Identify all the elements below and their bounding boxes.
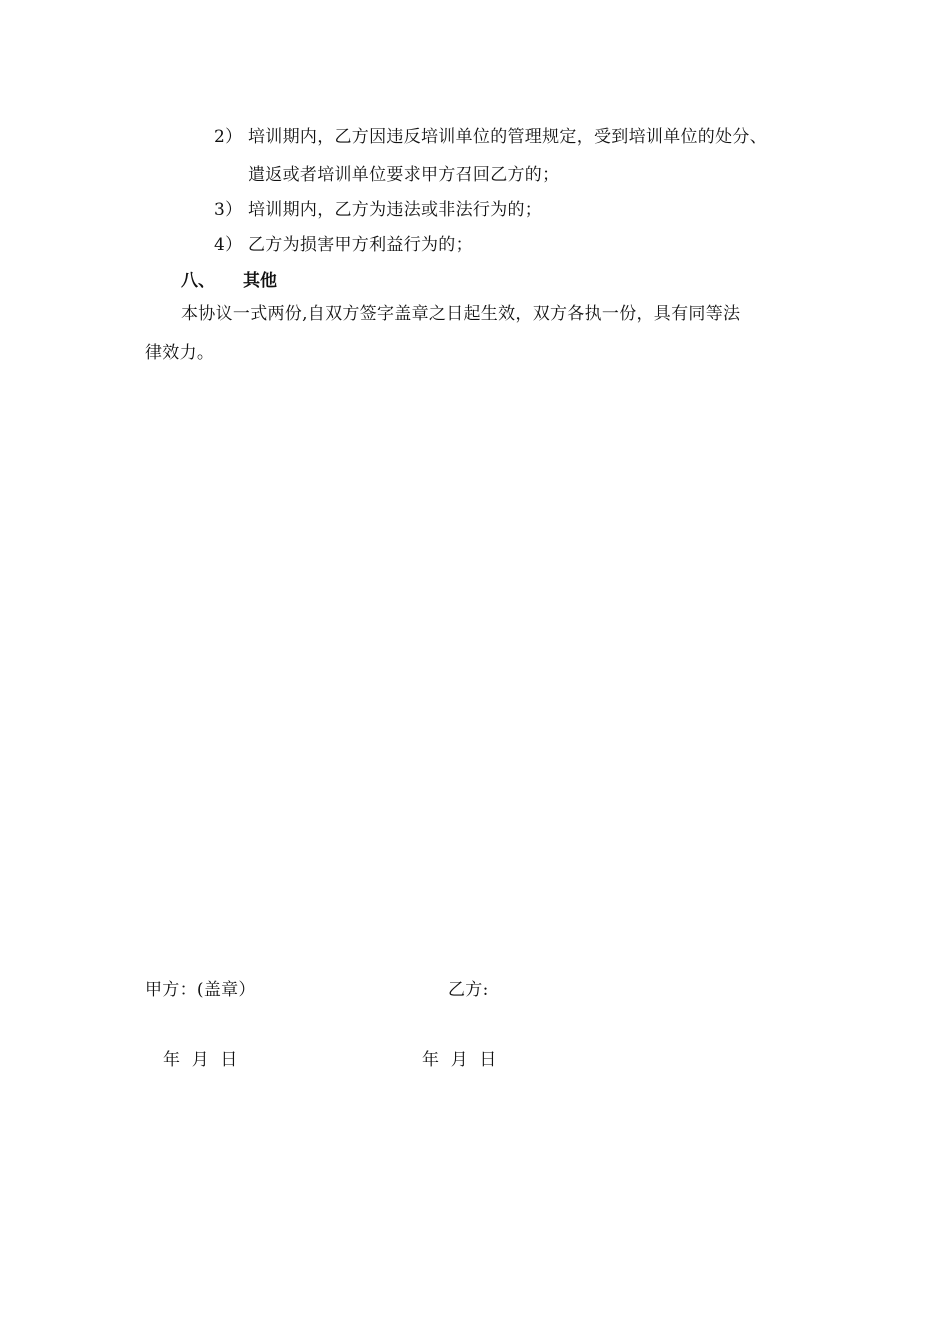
party-b-date: 年 月 日 — [422, 1050, 497, 1070]
party-a-label: 甲方：(盖章） — [145, 980, 256, 1000]
party-a-date: 年 月 日 — [163, 1050, 238, 1070]
list-item-text: 乙方为损害甲方利益行为的； — [248, 235, 473, 255]
list-item-number: 2） — [214, 127, 243, 147]
list-item-2-continuation: 遣返或者培训单位要求甲方召回乙方的； — [248, 165, 560, 185]
party-b-label: 乙方: — [448, 980, 489, 1000]
list-item-3 — [214, 199, 542, 221]
list-item-text: 培训期内，乙方因违反培训单位的管理规定，受到培训单位的处分、 — [248, 127, 767, 147]
list-item-number: 3） — [214, 200, 243, 220]
list-item-4 — [214, 234, 473, 256]
list-item-text: 培训期内，乙方为违法或非法行为的； — [248, 200, 543, 220]
paragraph-line-2: 律效力。 — [145, 343, 215, 363]
paragraph-line-1: 本协议一式两份,自双方签字盖章之日起生效，双方各执一份，具有同等法 — [181, 304, 741, 324]
list-item-number: 4） — [214, 235, 243, 255]
list-item-2 — [214, 126, 767, 148]
section-number: 八、 — [181, 271, 215, 291]
section-heading — [181, 270, 277, 292]
section-title: 其他 — [243, 271, 277, 291]
